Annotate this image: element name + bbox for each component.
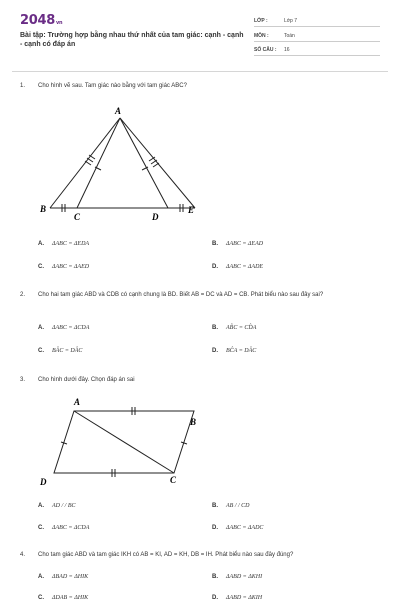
q1-option-d[interactable]: D. ΔABC = ΔADE: [212, 264, 264, 270]
q4-option-b[interactable]: B. ΔABD = ΔKHI: [212, 574, 263, 580]
q4-option-c[interactable]: C. ΔDAB = ΔHIK: [38, 595, 89, 601]
q2-option-b[interactable]: B. AB̂C = CD̂A: [212, 325, 257, 331]
label-B: B: [190, 417, 197, 427]
meta-question-count: SỐ CÂU : 16: [254, 47, 380, 53]
question-2: 2. Cho hai tam giác ABD và CDB có cạnh chung là BD. Biết AB = DC và AD = CB. Phát biểu nào sau đây sai?: [20, 291, 380, 311]
question-text: Cho tam giác ABD và tam giác IKH có AB = KI, AD = KH, DB = IH. Phát biểu nào sau đây đúng?: [38, 552, 294, 558]
label-C: C: [170, 475, 177, 485]
q1-triangle-figure: [40, 103, 210, 223]
label-B: B: [40, 204, 47, 214]
question-text: Cho hình vẽ sau. Tam giác nào bằng với tam giác ABC?: [38, 83, 187, 89]
label-A: A: [74, 397, 81, 407]
label-C: C: [74, 212, 81, 222]
label-D: D: [152, 212, 159, 222]
label-A: A: [115, 106, 122, 116]
meta-grade: LỚP : Lớp 7: [254, 18, 380, 24]
q1-option-a[interactable]: A. ΔABC = ΔEDA: [38, 241, 90, 247]
q3-option-a[interactable]: A. AD / / BC: [38, 503, 76, 509]
meta-subject: MÔN : Toán: [254, 33, 380, 39]
question-text: Cho hình dưới đây. Chọn đáp án sai: [38, 377, 135, 383]
q4-option-d[interactable]: D. ΔABD = ΔKIH: [212, 595, 263, 601]
q2-option-d[interactable]: D. BĈA = DÂC: [212, 348, 257, 354]
worksheet-title: Bài tập: Trường hợp bằng nhau thứ nhất của tam giác: cạnh - cạnh - cạnh có đáp án: [20, 32, 244, 48]
header-divider: [12, 71, 388, 72]
q1-option-c[interactable]: C. ΔABC = ΔAED: [38, 264, 90, 270]
site-logo[interactable]: 2048vn: [20, 13, 63, 28]
q3-option-d[interactable]: D. ΔABC = ΔADC: [212, 525, 264, 531]
label-D: D: [40, 477, 47, 487]
q3-option-c[interactable]: C. ΔABC = ΔCDA: [38, 525, 90, 531]
label-E: E: [188, 205, 195, 215]
question-text: Cho hai tam giác ABD và CDB có cạnh chung là BD. Biết AB = DC và AD = CB. Phát biểu nào sau đây sai?: [38, 292, 324, 298]
q3-parallelogram-figure: [34, 396, 209, 488]
q2-option-c[interactable]: C. BÂC = DÂC: [38, 348, 83, 354]
q1-option-b[interactable]: B. ΔABC = ΔEAD: [212, 241, 264, 247]
q2-option-a[interactable]: A. ΔABC = ΔCDA: [38, 325, 90, 331]
worksheet-header: [0, 0, 400, 70]
q3-option-b[interactable]: B. AB / / CD: [212, 503, 250, 509]
q4-option-a[interactable]: A. ΔBAD = ΔHIK: [38, 574, 89, 580]
